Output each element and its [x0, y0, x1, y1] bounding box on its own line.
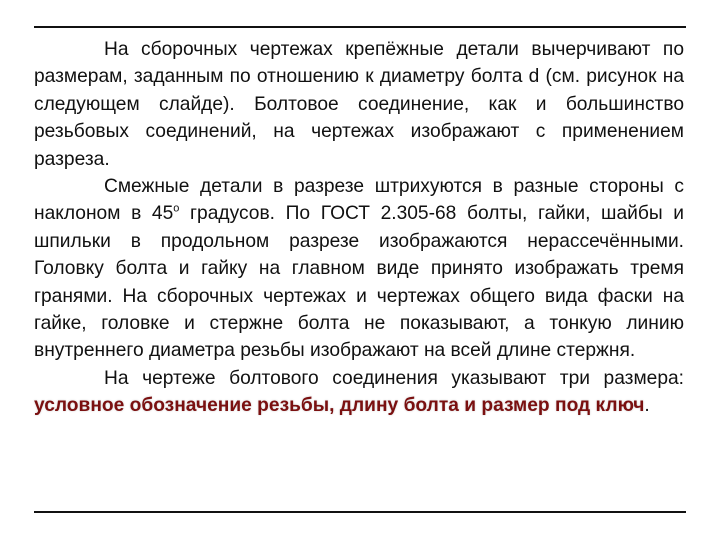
paragraph-hatching-text-end: градусов. По ГОСТ 2.305-68 болты, гайки, шайбы и шпильки в продольном разрезе изображаются нерассечёнными. Головку болта и гайку на главном виде принято изображать тремя гранями. На сборочных чертежах и чертежах общего вида фаски на гайке, головке и стержне болта не показывают, а тонкую линию внутреннего диаметра резьбы изображают на всей длине стержня. [34, 203, 684, 362]
bottom-divider [34, 511, 686, 513]
paragraph-fastener-drawing: На сборочных чертежах крепёжные детали вычерчивают по размерам, заданным по отношению к диаметру болта d (см. рисунок на следующем слайде). Болтовое соединение, как и большинство резьбовых соединений, на чертежах изображают с применением разреза. [34, 39, 684, 170]
slide-body-text [34, 36, 684, 420]
degree-superscript: о [173, 203, 180, 216]
paragraph-hatching-text-start: Смежные детали в разрезе штрихуются в разные стороны с наклоном в 45 [34, 176, 684, 225]
highlighted-dimensions: условное обозначение резьбы, длину болта и размер под ключ [34, 395, 645, 417]
paragraph-hatching-rules [34, 173, 684, 365]
paragraph-bolt-dimensions [34, 365, 684, 420]
top-divider [34, 26, 686, 28]
dimensions-intro-text: На чертеже болтового соединения указывают три размера: [104, 367, 684, 389]
closing-period: . [644, 395, 650, 417]
